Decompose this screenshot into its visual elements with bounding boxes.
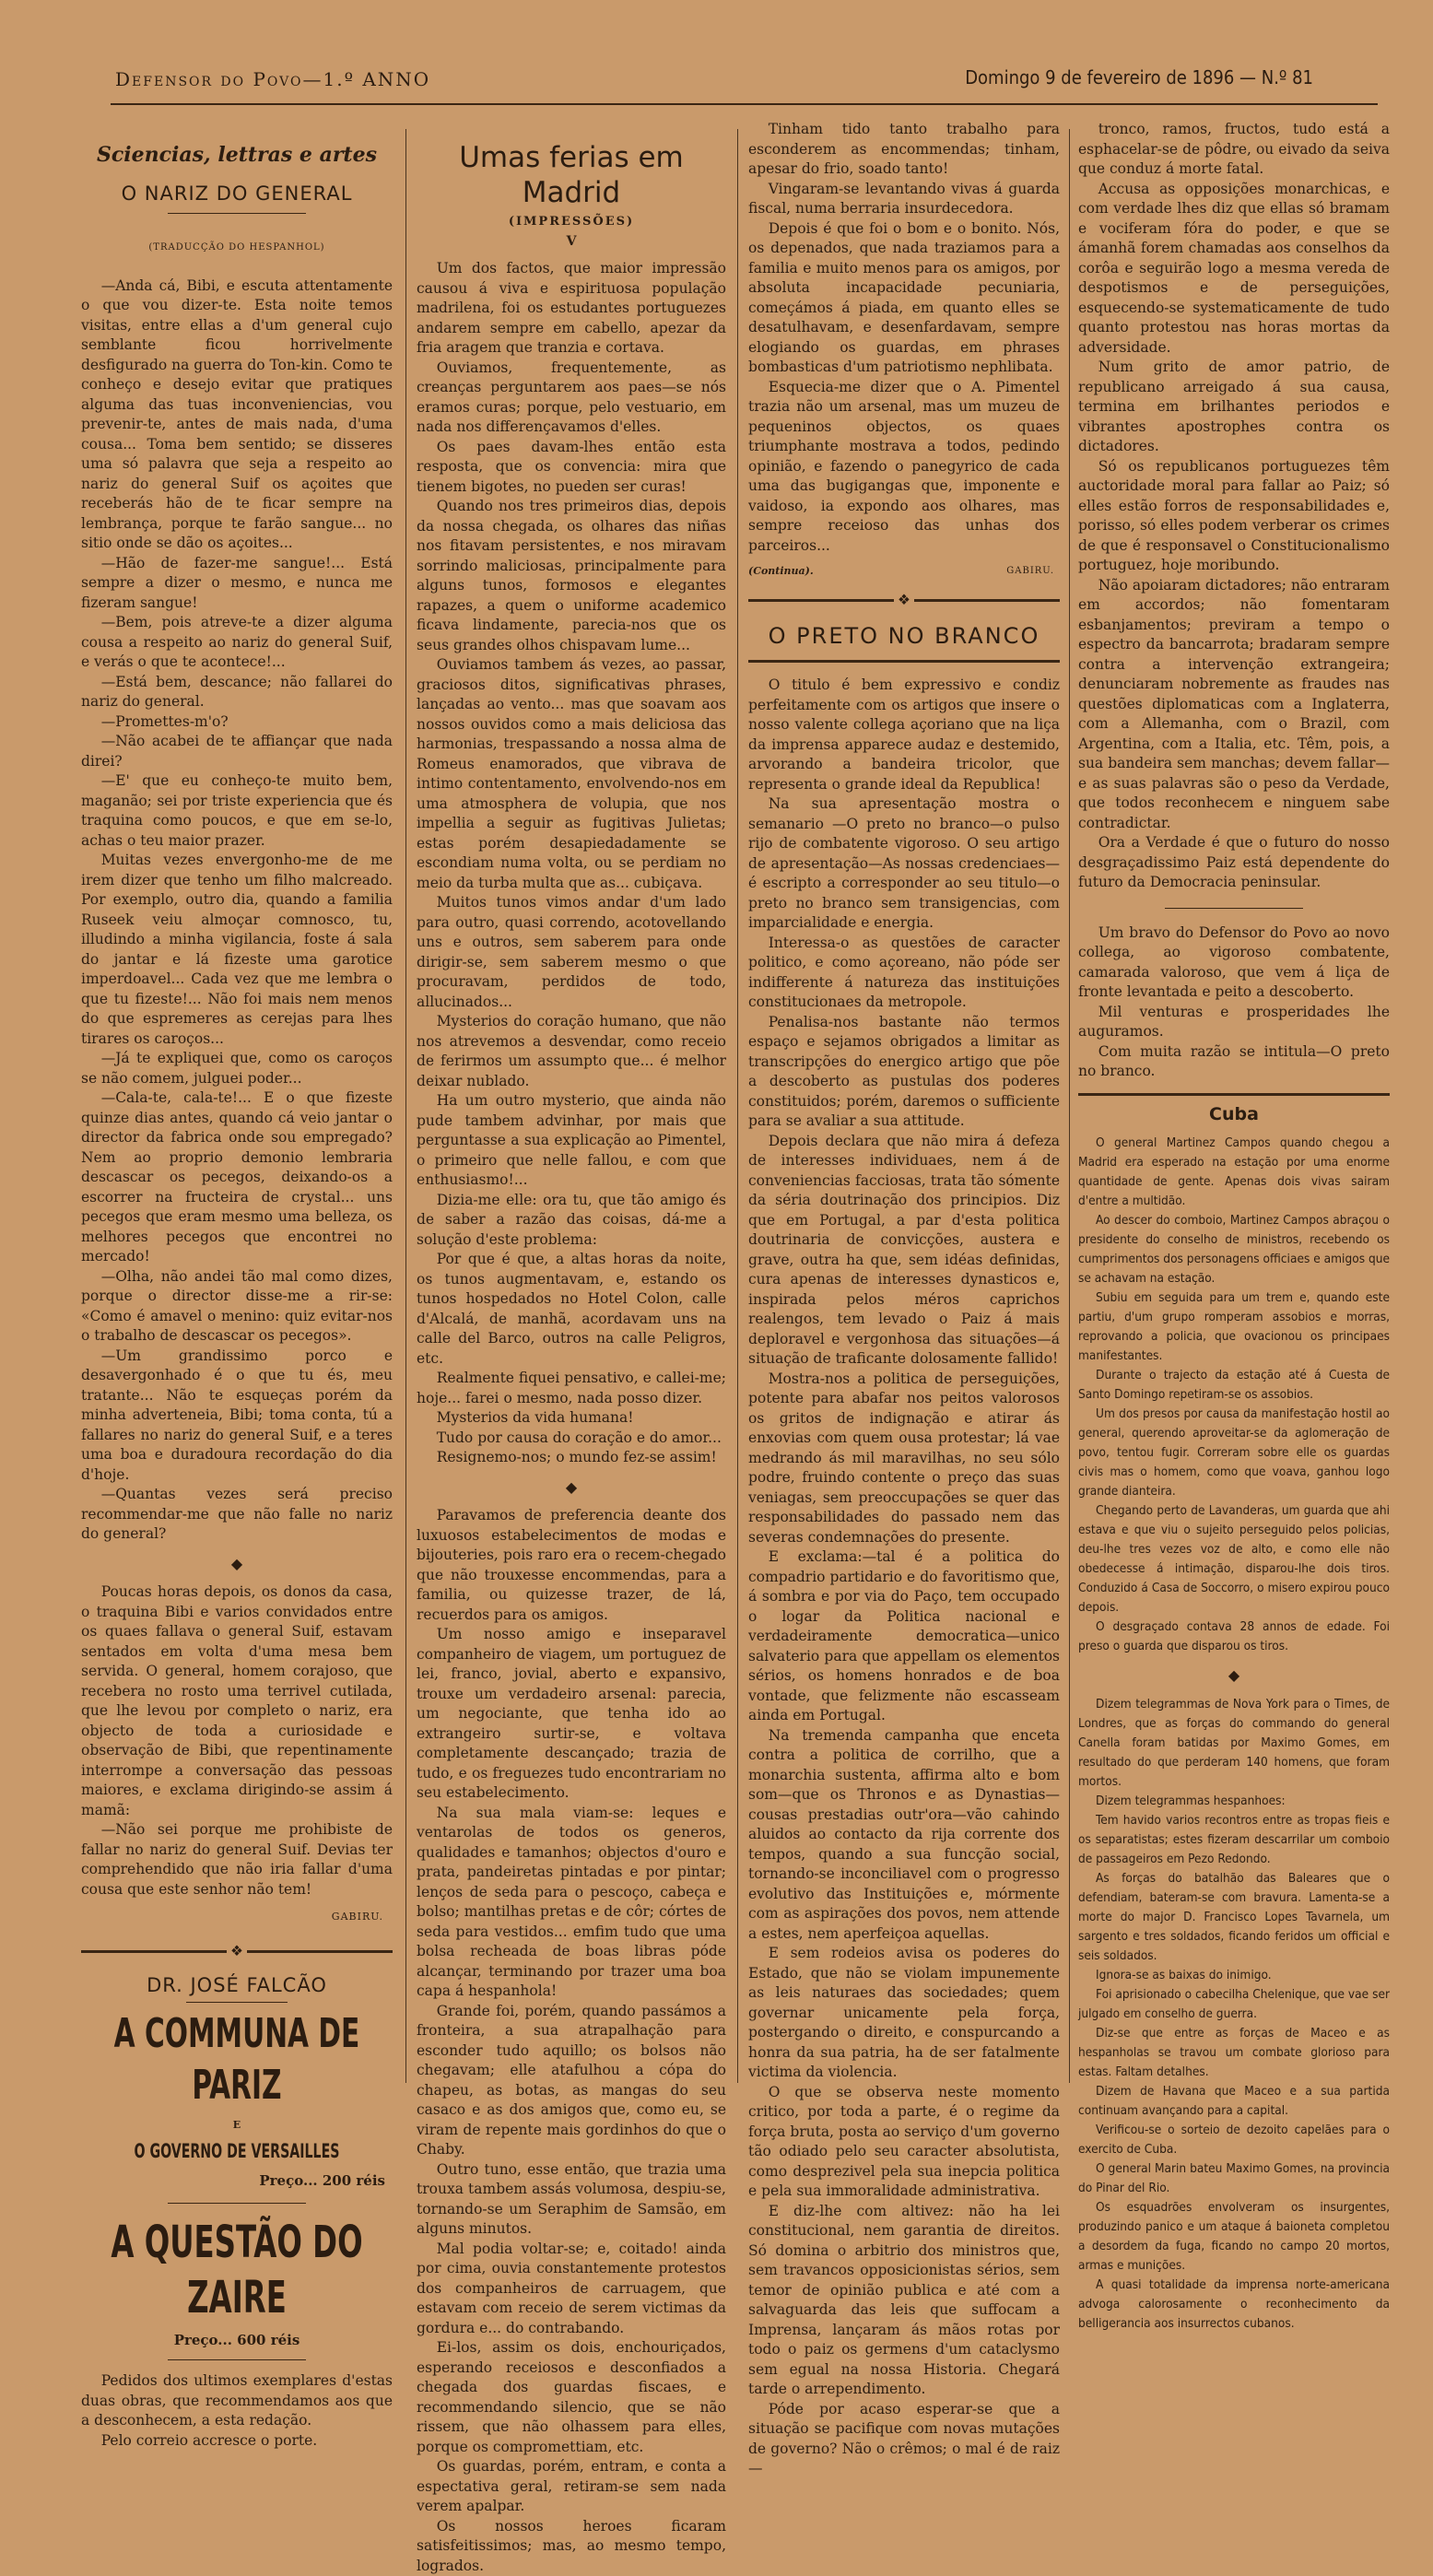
ad-note-1: Pedidos dos ultimos exemplares d'estas duas obras, que recommendamos aos que a desconhecem, a esta redação. — [81, 2371, 393, 2431]
paragraph: Penalisa-nos bastante não termos espaço e sejamos obrigados a limitar as transcripções do energico artigo que põe a descoberto as pustulas dos poderes constituidos; porém, daremos o sufficiente para se avaliar a sua attitude. — [748, 1013, 1060, 1132]
paragraph: Accusa as opposições monarchicas, e com verdade lhes diz que ellas só bramam e vociferam fóra do poder, e que se ámanhã forem chamadas aos conselhos da corôa e seguirão logo a mesma vereda de despotismos e de perseguições, esquecendo-se systematicamente de tudo quanto protestou nas horas mortas da adversidade. — [1078, 180, 1390, 359]
paragraph: Póde por acaso esperar-se que a situação se pacifique com novas mutações de governo? Não o crêmos; o mal é de raiz— — [748, 2400, 1060, 2479]
column-rule-3 — [1069, 129, 1070, 2083]
paragraph: Diz-se que entre as forças de Maceo e as hespanholas se travou um combate glorioso para estas. Faltam detalhes. — [1078, 2024, 1390, 2082]
paragraph: Tudo por causa do coração e do amor... — [417, 1429, 726, 1449]
paragraph: —Olha, não andei tão mal como dizes, porque o director disse-me a rir-se: «Como é amavel o menino: quiz evitar-nos o trabalho de descascar os pecegos». — [81, 1267, 393, 1347]
article-part: V — [417, 232, 726, 253]
paragraph: Muitas vezes envergonho-me de me irem dizer que tenho um filho malcreado. Por exemplo, outro dia, quando a familia Ruseek veiu almoçar comnosco, tu, illudindo a minha vigilancia, foste á sala do jantar e lá fizeste uma garotice imperdoavel... Cada vez que me lembra o que tu fizeste!... Não foi mais nem menos do que espremeres as cerejas para lhes tirares os caroços... — [81, 851, 393, 1049]
masthead-date-issue: Domingo 9 de fevereiro de 1896 — N.º 81 — [965, 66, 1313, 88]
ad-author: DR. JOSÉ FALCÃO — [81, 1976, 393, 1996]
ad-price-2: Preço... 600 réis — [81, 2331, 393, 2351]
paragraph: O titulo é bem expressivo e condiz perfeitamente com os artigos que insere o nosso valente collega açoriano que na liça da imprensa apparece audaz e destemido, arvorando a bandeira tricolor, que representa o grande ideal da Republica! — [748, 676, 1060, 794]
article-subtitle: (TRADUCÇÃO DO HESPANHOL) — [81, 238, 393, 258]
paragraph: Um dos factos, que maior impressão causou á viva e espirituosa população madrilena, foi os estudantes portuguezes andarem sempre em cabello, apezar da fria aragem que tranzia e cortava. — [417, 259, 726, 359]
article-continued — [1078, 120, 1390, 893]
ornament-diamond: ◆ — [417, 1477, 726, 1498]
paragraph: —Anda cá, Bibi, e escuta attentamente o que vou dizer-te. Esta noite temos visitas, entre ellas a d'um general cujo semblante ficou horrivelmente desfigurado na guerra do Ton-kin. Como te conheço e desejo evitar que pratiques alguma das tuas inconveniencias, vou prevenir-te, antes de mais nada, d'uma cousa... Toma bem sentido; se disseres uma só palavra que seja a respeito ao nariz do general Suif os açoites que receberás hão de te ficar sempre na lembrança, porque te farão sangue... no sitio onde se dão os açoites... — [81, 276, 393, 554]
ad-rule-2 — [168, 2203, 306, 2204]
paragraph: Ouviamos, frequentemente, as creanças perguntarem aos paes—se nós eramos curas; porque, pelo vestuario, em nada nos differençavamos d'elles. — [417, 359, 726, 438]
paragraph: Os paes davam-lhes então esta resposta, que os convencia: mira que tienem bigotes, no pueden ser curas! — [417, 438, 726, 498]
paragraph: —Está bem, descance; não fallarei do nariz do general. — [81, 673, 393, 712]
column-rule-2 — [737, 129, 738, 2083]
column-4 — [1078, 120, 1390, 2334]
paragraph: A quasi totalidade da imprensa norte-americana advoga calorosamente o reconhecimento da belligerancia aos insurrectos cubanos. — [1078, 2276, 1390, 2334]
paragraph: Quando nos tres primeiros dias, depois da nossa chegada, os olhares das niñas nos fitavam persistentes, e nos miravam sorrindo maliciosas, principalmente para alguns tunos, formosos e elegantes rapazes, a quem o uniforme academico ficava lindamente, parecia-nos que os seus grandes olhos chispavam lume... — [417, 497, 726, 655]
paragraph: Tem havido varios recontros entre as tropas fieis e os separatistas; estes fizeram descarrilar um comboio de passageiros em Pezo Redondo. — [1078, 1811, 1390, 1869]
paragraph: —E' que eu conheço-te muito bem, maganão; sei por triste experiencia que és traquina como poucos, e que em se-lo, achas o teu maior prazer. — [81, 771, 393, 851]
title-rule — [168, 213, 306, 214]
paragraph: Por que é que, a altas horas da noite, os tunos augmentavam, e, estando os tunos hospedados no Hotel Colon, calle d'Alcalá, de manhã, acordavam uns na calle del Barco, outros na calle Peligros, etc. — [417, 1250, 726, 1369]
paragraph: O que se observa neste momento critico, por toda a parte, é o regime da força bruta, posta ao serviço d'um governo tão odiado pelo seu caracter absolutista, como desprezivel pela sua inepcia politica e pela sua immoralidade administrativa. — [748, 2083, 1060, 2202]
cuba-heading: Cuba — [1078, 1105, 1390, 1125]
paragraph: Só os republicanos portuguezes têm auctoridade moral para fallar ao Paiz; só elles estão forros de responsabilidades e, porisso, só elles podem verberar os crimes de que é responsavel o Constitucionalismo portuguez, hoje moribundo. — [1078, 457, 1390, 576]
paragraph: Vingaram-se levantando vivas á guarda fiscal, numa berraria insurdecedora. — [748, 180, 1060, 219]
paragraph: Resignemo-nos; o mundo fez-se assim! — [417, 1448, 726, 1468]
paragraph: Um bravo do Defensor do Povo ao novo collega, ao vigoroso combatente, camarada valoroso, que vem á liça de fronte levantada e peito a descoberto. — [1078, 923, 1390, 1003]
paragraph: Um nosso amigo e inseparavel companheiro de viagem, um portuguez de lei, franco, jovial, aberto e expansivo, trouxe um verdadeiro arsenal: parecia, um negociante, que tenha ido ao extrangeiro surtir-se, e voltava completamente descançado; trazia de tudo, e os freguezes tudo encontrariam no seu estabelecimento. — [417, 1625, 726, 1804]
article-title: O PRETO NO BRANCO — [748, 616, 1060, 656]
column-1 — [81, 120, 393, 2451]
paragraph: Os esquadrões envolveram os insurgentes, produzindo panico e um ataque á baioneta completou a desordem da fuga, ficando no campo 20 mortos, armas e munições. — [1078, 2198, 1390, 2276]
fleuron-divider — [748, 591, 1060, 611]
paragraph: Depois é que foi o bom e o bonito. Nós, os depenados, que nada traziamos para a familia e muito menos para os amigos, por absoluta incapacidade pecuniaria, começámos á piada, em quanto elles se desatulhavam, e desenfardavam, sempre elogiando os guardas, em phrases bombasticas d'um patriotismo nephlibata. — [748, 219, 1060, 378]
paragraph: Chegando perto de Lavanderas, um guarda que ahi estava e que viu o sujeito perseguido pelos policias, deu-lhe tres vezes voz de alto, e como elle não obedecesse á intimação, disparou-lhe dois tiros. Conduzido á Casa de Soccorro, o misero expirou pouco depois. — [1078, 1501, 1390, 1617]
paragraph: E diz-lhe com altivez: não ha lei constitucional, nem garantia de direitos. Só domina o arbitrio dos ministros que, sem travancos opposicionistas sérios, sem temor de opinião publica e até com a salvaguarda das leis que suffocam a Imprensa, lançaram ás mãos rotas por todo o paiz os germens d'um cataclysmo sem egual na nossa Historia. Chegará tarde o arrependimento. — [748, 2202, 1060, 2400]
paragraph: Um dos presos por causa da manifestação hostil ao general, querendo aproveitar-se da aglomeração de povo, tentou fugir. Correram sobre elle os guardas civis mas o homem, como que voava, ganhou logo grande dianteira. — [1078, 1405, 1390, 1501]
article-body — [748, 676, 1060, 2479]
paragraph: As forças do batalhão das Baleares que o defendiam, bateram-se com bravura. Lamenta-se a morte do major D. Francisco Lopes Tavarnela, um sargento e tres soldados, ficando feridos um official e seis soldados. — [1078, 1869, 1390, 1966]
paragraph: E sem rodeios avisa os poderes do Estado, que não se violam impunemente as leis naturaes das sociedades; quem governar unicamente pela força, postergando o direito, e conspurcando a honra da sua patria, ha de ser fatalmente victima da violencia. — [748, 1944, 1060, 2083]
paragraph: —Promettes-m'o? — [81, 712, 393, 733]
article-continued — [748, 120, 1060, 556]
paragraph: —Não sei porque me prohibiste de fallar no nariz do general Suif. Devias ter comprehendido que não iria fallar d'uma cousa que este senhor não tem! — [81, 1820, 393, 1900]
ornament-diamond: ◆ — [81, 1554, 393, 1574]
paragraph: Outro tuno, esse então, que trazia uma trouxa tambem assás volumosa, despiu-se, tornando-se um Seraphim de Samsão, em alguns minutos. — [417, 2160, 726, 2240]
paragraph: Na sua mala viam-se: leques e ventarolas de todos os generos, qualidades e tamanhos; objectos d'ouro e prata, pandeiretas pintadas e por pintar; lenços de seda para o pescoço, cabeça e bolso; mantilhas pretas e de côr; córtes de seda para vestidos... emfim tudo que uma bolsa recheada de boas libras póde alcançar, terminando por trazer uma boa capa á hespanhola! — [417, 1804, 726, 2002]
paragraph: Realmente fiquei pensativo, e callei-me; hoje... farei o mesmo, nada posso dizer. — [417, 1369, 726, 1408]
paragraph: —Já te expliquei que, como os caroços se não comem, julguei poder... — [81, 1049, 393, 1088]
ad-rule-3 — [168, 2359, 306, 2360]
column-3 — [748, 120, 1060, 2479]
paragraph: Subiu em seguida para um trem e, quando este partiu, d'um grupo romperam assobios e morras, reprovando a policia, que ovacionou os principaes manifestantes. — [1078, 1288, 1390, 1366]
continued-footer — [748, 561, 1054, 582]
paragraph: Ei-los, assim os dois, enchouriçados, esperando receiosos e desconfiados a chegada dos guardas fiscaes, e recommendando silencio, que se não rissem, que não olhassem para elles, porque os compromettiam, etc. — [417, 2338, 726, 2457]
title-rule — [748, 660, 1060, 663]
article-body — [81, 276, 393, 1545]
paragraph: Ao descer do comboio, Martinez Campos abraçou o presidente do conselho de ministros, recebendo os cumprimentos dos personagens officiaes e amigos que se achavam na estação. — [1078, 1211, 1390, 1288]
paragraph: Verificou-se o sorteio de dezoito capelães para o exercito de Cuba. — [1078, 2121, 1390, 2159]
paragraph: Os nossos heroes ficaram satisfeitissimos; mas, ao mesmo tempo, logrados. — [417, 2517, 726, 2576]
article-rule — [1165, 908, 1303, 909]
paragraph: Paravamos de preferencia deante dos luxuosos estabelecimentos de modas e bijouteries, pois raro era o recem-chegado que não trouxesse encommendas, para a familia, ou quizesse trazer, de lá, recuerdos para os amigos. — [417, 1506, 726, 1625]
ad-note-2: Pelo correio accresce o porte. — [81, 2431, 393, 2452]
paragraph: Mal podia voltar-se; e, coitado! ainda por cima, ouvia constantemente protestos dos companheiros de carruagem, que estavam com receio de serem victimas da gordura e... do contrabando. — [417, 2240, 726, 2339]
paragraph: Com muita razão se intitula—O preto no branco. — [1078, 1042, 1390, 1082]
paragraph: —Cala-te, cala-te!... E o que fizeste quinze dias antes, quando cá veio jantar o director da fabrica onde sou empregado? Nem ao proprio demonio lembraria descascar os pecegos, deixando-os a escorrer na fructeira de crystal... uns pecegos que eram mesmo uma belleza, os melhores pecegos que encontrei no mercado! — [81, 1088, 393, 1267]
paragraph: Dizem telegrammas hespanhoes: — [1078, 1792, 1390, 1811]
paragraph: —Hão de fazer-me sangue!... Está sempre a dizer o mesmo, e nunca me fizeram sangue! — [81, 554, 393, 614]
article-subtitle: (IMPRESSÕES) — [417, 212, 726, 232]
paragraph: Ora a Verdade é que o futuro do nosso desgraçadissimo Paiz está dependente do futuro da Democracia peninsular. — [1078, 833, 1390, 893]
paragraph: Foi aprisionado o cabecilha Chelenique, que vae ser julgado em conselho de guerra. — [1078, 1985, 1390, 2024]
paragraph: Depois declara que não mira á defeza de interesses individuaes, nem á de conveniencias facciosas, trata tão sómente da séria doutrinação dos principios. Diz que em Portugal, a par d'esta politica doutrinaria de convicções, austera e grave, outra ha que, sem idéas definidas, cura apenas de interesses dynasticos e, inspirada pelos méros caprichos realengos, tem levado o Paiz á mais deploravel e vergonhosa das situações—á situação de traficante dolosamente fallido! — [748, 1132, 1060, 1370]
article-body-2 — [81, 1582, 393, 1900]
masthead — [51, 55, 1378, 100]
paragraph: Dizia-me elle: ora tu, que tão amigo és de saber a razão das coisas, dá-me a solução d'este problema: — [417, 1191, 726, 1251]
paragraph: O general Martinez Campos quando chegou a Madrid era esperado na estação por uma enorme quantidade de gente. Apenas dois vivas sairam d'entre a multidão. — [1078, 1134, 1390, 1211]
article-body-2 — [417, 1506, 726, 2576]
article-title: O NARIZ DO GENERAL — [81, 184, 393, 205]
paragraph: Muitos tunos vimos andar d'um lado para outro, quasi correndo, acotovellando uns e outros, sem saberem para onde dirigir-se, sem saberem mesmo o que procuravam, perdidos de todo, allucinados... — [417, 893, 726, 1012]
section-heading: Sciencias, lettras e artes — [81, 146, 393, 166]
paragraph: tronco, ramos, fructos, tudo está a esphacelar-se de pôdre, ou eivado da seiva que conduz á morte fatal. — [1078, 120, 1390, 180]
column-2 — [417, 120, 726, 2576]
paragraph: —Não acabei de te affiançar que nada direi? — [81, 732, 393, 771]
masthead-rule — [111, 103, 1378, 105]
paragraph: —Bem, pois atreve-te a dizer alguma cousa a respeito ao nariz do general Suif, e verás o que te acontece!... — [81, 613, 393, 673]
paragraph: Mysterios do coração humano, que não nos atrevemos a desvendar, como receio de ferirmos um assumpto que... é melhor deixar nublado. — [417, 1012, 726, 1091]
ad-book-title-2: O GOVERNO DE VERSAILLES — [100, 2135, 375, 2168]
article-closing — [1078, 923, 1390, 1082]
ornament-diamond: ◆ — [1078, 1665, 1390, 1686]
ad-rule — [186, 2002, 288, 2003]
paragraph: Esquecia-me dizer que o A. Pimentel trazia não um arsenal, mas um muzeu de pequeninos objectos, os quaes triumphante mostrava a todos, pedindo opinião, e fazendo o panegyrico de cada uma das bugigangas que, imponente e vaidoso, ia expondo aos olhares, mas sempre receioso das unhas dos parceiros... — [748, 378, 1060, 557]
signature: GABIRU. — [81, 1907, 383, 1927]
signature: GABIRU. — [1006, 561, 1054, 582]
article-body — [417, 259, 726, 1468]
paragraph: Dizem de Havana que Maceo e a sua partida continuam avançando para a capital. — [1078, 2082, 1390, 2121]
paragraph: O general Marin bateu Maximo Gomes, na provincia do Pinar del Rio. — [1078, 2159, 1390, 2198]
paragraph: —Quantas vezes será preciso recommendar-me que não falle no nariz do general? — [81, 1485, 393, 1545]
ad-book-title-3: A QUESTÃO DO ZAIRE — [86, 2215, 389, 2325]
paragraph: Ha um outro mysterio, que ainda não pude tambem advinhar, por mais que perguntasse a sua explicação ao Pimentel, o primeiro que nelle fallou, e com que enthusiasmo!... — [417, 1091, 726, 1191]
paragraph: Não apoiaram dictadores; não entraram em accordos; não fomentaram esbanjamentos; previram a tempo o espectro da bancarrota; bradaram sempre contra a intervenção extrangeira; denunciaram nobremente as fraudes nas questões diplomaticas com a Inglaterra, com a Allemanha, com o Brazil, com Argentina, com a Italia, etc. Têm, pois, a sua bandeira sem manchas; devem fallar—e as suas palavras são o peso da Verdade, que todos reconhecem e ninguem sabe contradictar. — [1078, 576, 1390, 834]
paragraph: Interessa-o as questões de caracter politico, e como açoreano, não póde ser indifferente á natureza das instituições constitucionaes da metropole. — [748, 934, 1060, 1013]
paragraph: Mysterios da vida humana! — [417, 1408, 726, 1429]
paragraph: Na sua apresentação mostra o semanario —O preto no branco—o pulso rijo de combatente vigoroso. O seu artigo de apresentação—As nossas credenciaes—é escripto a corresponder ao seu titulo—o preto no branco sem transigencias, com imparcialidade e energia. — [748, 794, 1060, 934]
paragraph: Ignora-se as baixas do inimigo. — [1078, 1966, 1390, 1985]
cuba-news — [1078, 1134, 1390, 1656]
paragraph: Durante o trajecto da estação até á Cuesta de Santo Domingo repetiram-se os assobios. — [1078, 1366, 1390, 1405]
paragraph: —Um grandissimo porco e desavergonhado é o que tu és, meu tratante... Não te esqueças porém da minha adverteneia, Bibi; toma conta, tú a fallares no nariz do general Suif, e a teres uma boa e duradoura recordação do dia d'hoje. — [81, 1347, 393, 1486]
fleuron-divider — [81, 1942, 393, 1962]
paragraph: Ouviamos tambem ás vezes, ao passar, graciosos ditos, significativas phrases, lançadas ao vento... mas que soavam aos nossos ouvidos como a mais deliciosa das harmonias, trespassando a nossa alma de Romeus enamorados, que vibrava de intimo contentamento, envolvendo-nos em uma atmosphera de volupia, que nos impellia a seguir as fugitivas Julietas; estas porém desapiedadamente se escondiam numa volta, ou se perdiam no meio da turba multa que as... cubiçava. — [417, 655, 726, 893]
paragraph: Os guardas, porém, entram, e conta a espectativa geral, retiram-se sem nada verem apalpar. — [417, 2457, 726, 2517]
paragraph: Tinham tido tanto trabalho para esconderem as encommendas; tinham, apesar do frio, soado tanto! — [748, 120, 1060, 180]
ad-price-1: Preço... 200 réis — [81, 2171, 385, 2192]
ad-book-title-1: A COMMUNA DE PARIZ — [86, 2008, 389, 2111]
ad-conjunction: E — [81, 2115, 393, 2135]
section-rule — [1078, 1093, 1390, 1096]
paragraph: O desgraçado contava 28 annos de edade. Foi preso o guarda que disparou os tiros. — [1078, 1617, 1390, 1656]
fleuron-icon: ❖ — [894, 591, 914, 611]
paragraph: Num grito de amor patrio, de republicano arreigado á sua causa, termina em brilhantes periodos e vibrantes apostrophes contra os dictadores. — [1078, 358, 1390, 457]
paragraph: Na tremenda campanha que enceta contra a politica de corrilho, que a monarchia sustenta, affirma alto e bom som—que os Thronos e as Dynastias—cousas prestadias outr'ora—vão cahindo aluidos ao contacto da rija corrente dos tempos, quando a sua funcção social, tornando-se inconciliavel com o progresso evolutivo das Instituições e, mórmente com as aspirações dos povos, nem attende a estes, nem aperfeiçoa aquellas. — [748, 1726, 1060, 1945]
paragraph: Mostra-nos a politica de perseguições, potente para abafar nos peitos valorosos os gritos de indignação e atirar ás enxovias com quem ousa protestar; lá vae medrando ás mil maravilhas, no seu sólo podre, fruindo contente o preço das suas veniagas, sem preoccupações se quer das responsabilidades do passado nem das severas condemnações do presente. — [748, 1370, 1060, 1548]
continua-label: (Continua). — [748, 561, 814, 582]
paragraph: E exclama:—tal é a politica do compadrio partidario e do favoritismo que, á sombra e por via do Paço, tem occupado o logar da Politica nacional e verdadeiramente democratica—unico salvaterio para que appellam os elementos sérios, os homens honrados e de boa vontade, que felizmente não escasseam ainda em Portugal. — [748, 1547, 1060, 1726]
masthead-title: Defensor do Povo—1.º ANNO — [115, 68, 430, 90]
paragraph: Dizem telegrammas de Nova York para o Times, de Londres, que as forças do commando do general Canella foram batidas por Maximo Gomes, em resultado do que perderam 140 homens, que foram mortos. — [1078, 1695, 1390, 1792]
column-rule-1 — [405, 129, 406, 2083]
paragraph: Poucas horas depois, os donos da casa, o traquina Bibi e varios convidados entre os quaes fallava o general Suif, estavam sentados em volta d'uma mesa bem servida. O general, homem corajoso, que recebera no rosto uma terrivel cutilada, que lhe levou por completo o nariz, era objecto de toda a curiosidade e observação de Bibi, que repentinamente interrompe a conversação das pessoas maiores, e exclama dirigindo-se assim á mamã: — [81, 1582, 393, 1820]
article-title: Umas ferias em Madrid — [417, 140, 726, 210]
paragraph: Mil venturas e prosperidades lhe auguramos. — [1078, 1003, 1390, 1042]
paragraph: Grande foi, porém, quando passámos a fronteira, a sua atrapalhação para esconder tudo aquillo; os bolsos não chegavam; elle atafulhou a cópa do chapeu, as botas, as mangas do seu casaco e as dos amigos que, como eu, se viram de repente mais gordinhos do que o Chaby. — [417, 2002, 726, 2160]
cuba-news-2 — [1078, 1695, 1390, 2334]
fleuron-icon: ❖ — [227, 1942, 247, 1962]
